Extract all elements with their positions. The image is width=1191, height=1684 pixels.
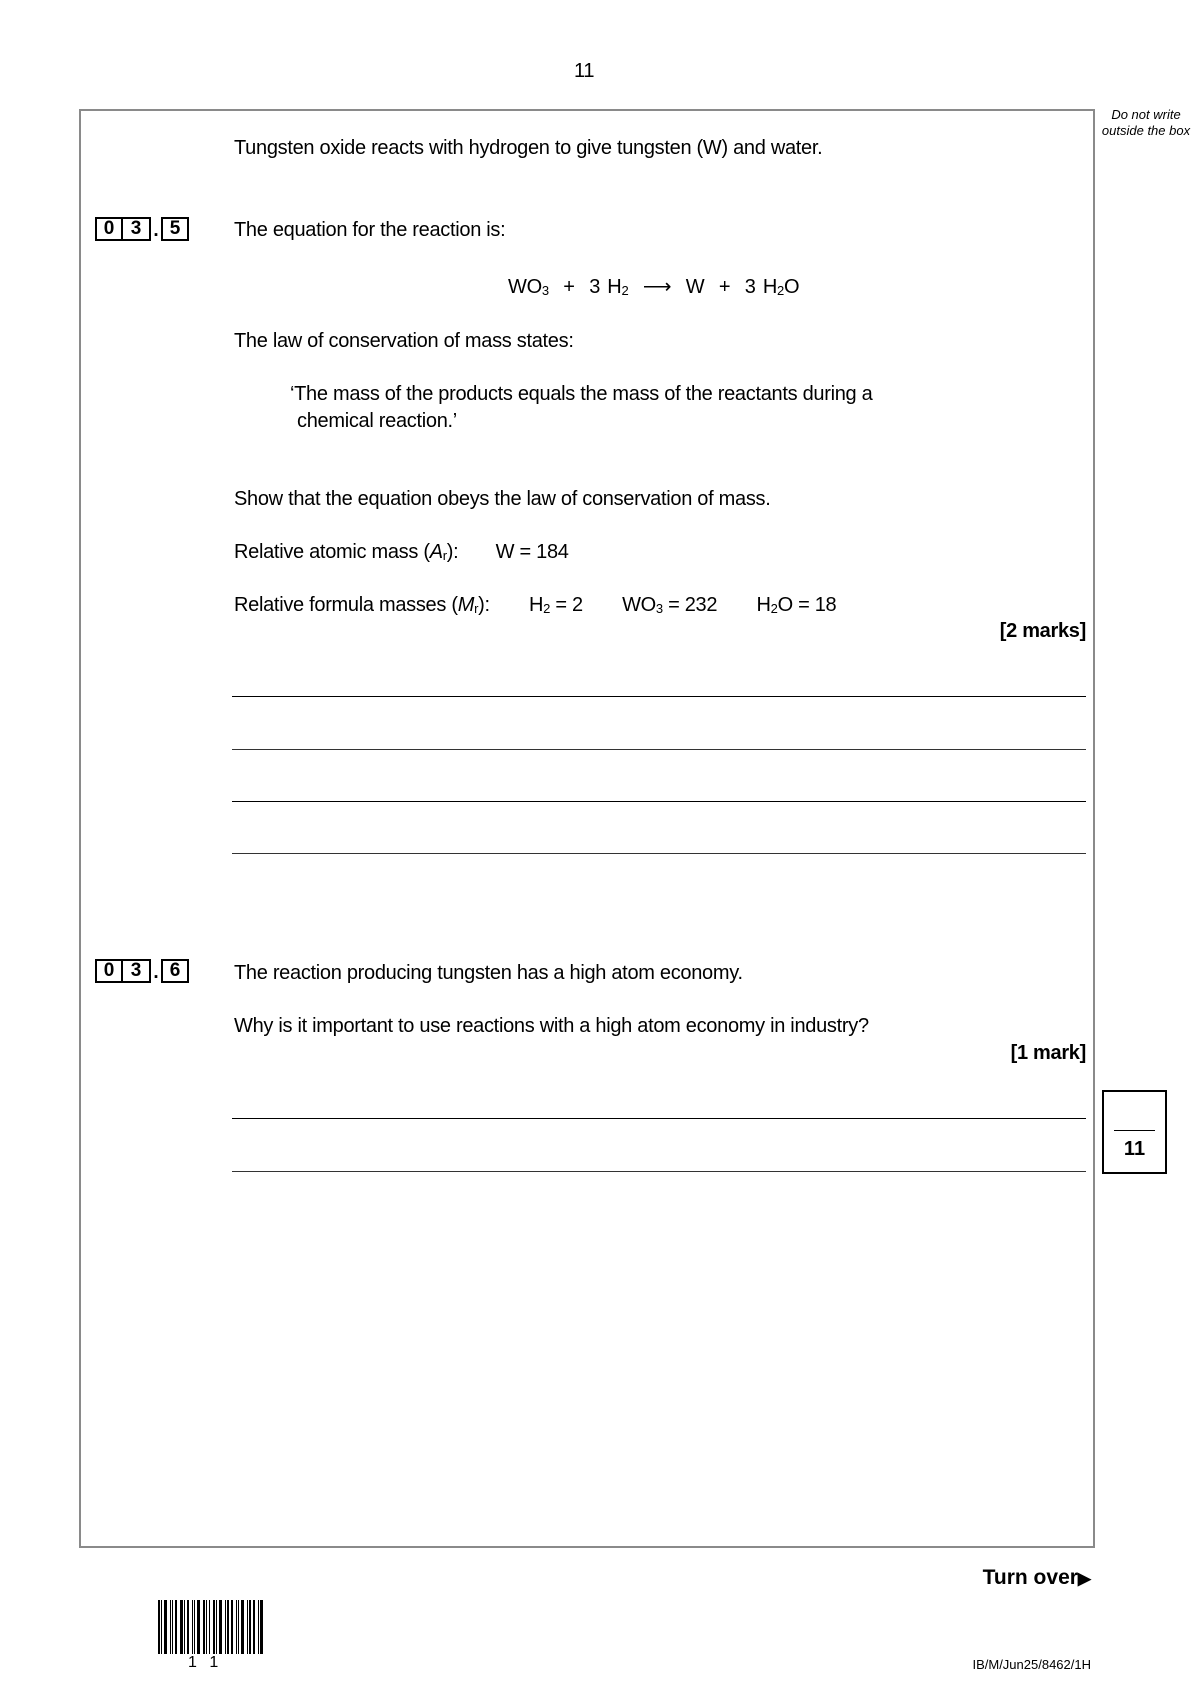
- question-text: Why is it important to use reactions with a high atom economy in industry?: [234, 1015, 869, 1037]
- mr-value: $H_2 = 2$: [528, 594, 583, 616]
- turn-over-label: Turn over: [982, 1566, 1078, 1589]
- barcode-bar: [258, 1600, 259, 1654]
- marks-label: [2 marks]: [999, 620, 1086, 642]
- mr-close: ):: [478, 594, 490, 616]
- barcode-bar: [227, 1600, 229, 1654]
- intro-text: Tungsten oxide reacts with hydrogen to give tungsten (W) and water.: [234, 137, 823, 159]
- ar-sub: r: [442, 548, 447, 563]
- eq-sub: 3: [541, 283, 549, 298]
- barcode-bar: [238, 1600, 239, 1654]
- question-statement: The reaction producing tungsten has a high atom economy.: [234, 962, 743, 984]
- barcode-bar: [247, 1600, 248, 1654]
- barcode-bar: [170, 1600, 171, 1654]
- page-number: 11: [574, 60, 595, 82]
- barcode-bar: [192, 1600, 193, 1654]
- qnum-digit: 6: [161, 959, 189, 983]
- chemical-equation: [508, 274, 799, 299]
- barcode-bar: [249, 1600, 251, 1654]
- page-score-box: [1102, 1090, 1167, 1174]
- qnum-digit: 5: [161, 217, 189, 241]
- eq-h2o: 3 H: [744, 276, 778, 298]
- mr-value: $H_2O = 18$: [756, 594, 837, 616]
- qnum-digit: 0: [95, 217, 123, 241]
- barcode-bar: [236, 1600, 237, 1654]
- eq-sub: 2: [777, 283, 784, 298]
- barcode-bar: [180, 1600, 183, 1654]
- mr-value: $WO_3 = 232$: [622, 594, 718, 616]
- barcode-bar: [175, 1600, 177, 1654]
- qnum-digit: 0: [95, 959, 123, 983]
- barcode-bar: [216, 1600, 217, 1654]
- score-divider: [1114, 1130, 1155, 1131]
- mr-label: Relative formula masses (: [234, 594, 458, 616]
- qnum-digit: 3: [123, 217, 151, 241]
- paper-code: IB/M/Jun25/8462/1H: [972, 1657, 1091, 1672]
- score-total: 11: [1123, 1138, 1146, 1160]
- barcode-bar: [187, 1600, 189, 1654]
- task-text: Show that the equation obeys the law of conservation of mass.: [234, 488, 771, 510]
- barcode-bar: [206, 1600, 207, 1654]
- barcode-bar: [158, 1600, 160, 1654]
- qnum-dot: .: [153, 220, 159, 241]
- barcode-bar: [209, 1600, 210, 1654]
- question-number-03-5: [95, 217, 189, 241]
- eq-wo3: WO: [508, 276, 542, 298]
- question-number-03-6: [95, 959, 189, 983]
- law-quote-line-1: ‘The mass of the products equals the mass of the reactants during a: [290, 383, 873, 405]
- barcode-bar: [161, 1600, 162, 1654]
- ar-symbol: A: [429, 541, 443, 563]
- eq-plus: +: [718, 276, 731, 298]
- barcode-bar: [241, 1600, 244, 1654]
- barcode-bar: [172, 1600, 173, 1654]
- barcode-digits: 1 1: [188, 1654, 223, 1671]
- ar-close: ):: [446, 541, 459, 563]
- answer-line[interactable]: [232, 749, 1086, 750]
- barcode-bar: [231, 1600, 233, 1654]
- barcode: [158, 1600, 265, 1654]
- mr-symbol: M: [457, 594, 475, 616]
- turn-over: [983, 1566, 1091, 1590]
- barcode-bar: [253, 1600, 255, 1654]
- answer-frame: [79, 109, 1095, 1548]
- right-triangle-icon: ▶: [1077, 1569, 1091, 1588]
- barcode-bar: [213, 1600, 215, 1654]
- question-prompt: The equation for the reaction is:: [234, 219, 506, 241]
- qnum-dot: .: [153, 962, 159, 983]
- barcode-bar: [164, 1600, 167, 1654]
- eq-h2: 3 H: [589, 276, 622, 298]
- answer-line[interactable]: [232, 696, 1086, 697]
- eq-w: W: [685, 276, 705, 298]
- eq-o: O: [783, 276, 800, 298]
- relative-formula-masses: [234, 594, 836, 617]
- qnum-digit: 3: [123, 959, 151, 983]
- margin-note: Do not write outside the box: [1101, 107, 1191, 138]
- barcode-bar: [194, 1600, 195, 1654]
- barcode-bar: [197, 1600, 200, 1654]
- ar-value: W = 184: [495, 541, 569, 563]
- law-quote-line-2: chemical reaction.’: [297, 410, 457, 432]
- mr-sub: r: [474, 601, 479, 616]
- ar-label: Relative atomic mass (: [234, 541, 430, 563]
- reaction-arrow-icon: ⟶: [642, 276, 672, 298]
- barcode-bar: [219, 1600, 222, 1654]
- barcode-bar: [203, 1600, 205, 1654]
- eq-sub: 2: [621, 283, 629, 298]
- barcode-bar: [225, 1600, 226, 1654]
- answer-line[interactable]: [232, 853, 1086, 854]
- marks-label: [1 mark]: [1010, 1042, 1086, 1064]
- answer-line[interactable]: [232, 1118, 1086, 1119]
- eq-plus: +: [563, 276, 575, 298]
- barcode-bar: [260, 1600, 263, 1654]
- answer-line[interactable]: [232, 1171, 1086, 1172]
- relative-atomic-mass: [234, 541, 569, 564]
- answer-line[interactable]: [232, 801, 1086, 802]
- barcode-bar: [184, 1600, 185, 1654]
- law-intro: The law of conservation of mass states:: [234, 330, 574, 352]
